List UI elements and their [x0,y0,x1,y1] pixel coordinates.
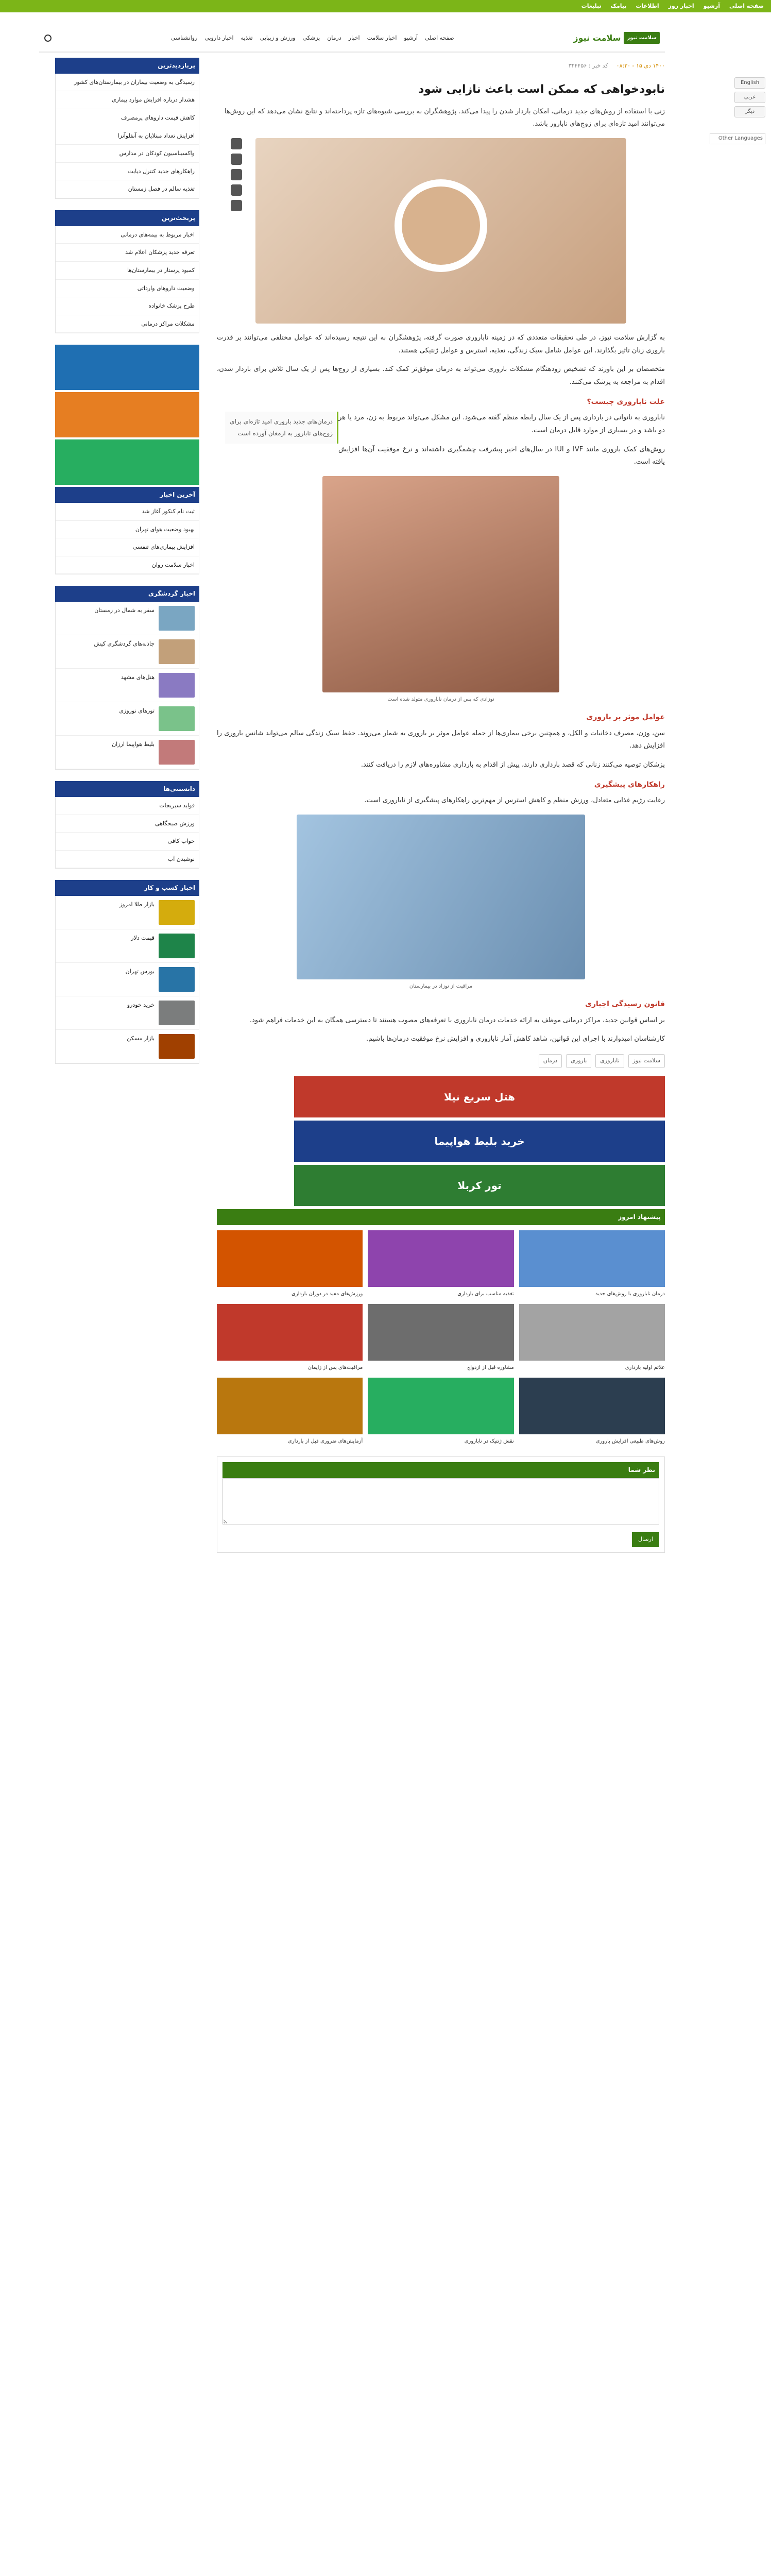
lang-button[interactable]: عربی [734,92,765,103]
list-item[interactable] [56,244,199,262]
subheading: قانون رسیدگی اجباری [585,1000,665,1009]
share-column [231,138,242,211]
hospital-image [297,815,585,979]
sidebar-title [55,586,199,602]
search-box[interactable] [44,35,52,42]
embryo-emblem [395,179,487,272]
list-item[interactable] [56,91,199,109]
baby-image [322,476,559,692]
print-icon[interactable] [231,200,242,211]
thumb-image [159,900,195,925]
sidebar-title [55,880,199,896]
sidebar-ad[interactable] [55,392,199,437]
related-title-text: پیشنهاد امروز [618,1213,661,1221]
sidebar-ad[interactable] [55,345,199,390]
item-text: سفر به شمال در زمستان [94,607,155,614]
tag-list [217,1054,665,1068]
card-image [519,1230,665,1287]
item-text: طرح پزشک خانواده [148,302,195,310]
breadcrumb [217,58,665,75]
list-item[interactable] [56,127,199,145]
sidebar-block-knowledge [55,781,199,869]
related-card[interactable] [519,1304,665,1372]
card-image [217,1304,363,1361]
paragraph: به گزارش سلامت نیوز، در طی تحقیقات متعددی که در زمینه ناباروری صورت گرفته، پژوهشگران به این نتیجه رسیده‌اند که عوامل مختلفی می‌توانند بر قدرت باروری زنان تاثیر بگذارند. این عوامل شامل سبک زندگی، تغذیه، استرس و عوامل ژنتیکی هستند. [217,334,665,354]
search-icon[interactable] [44,35,52,42]
card-title: تغذیه مناسب برای بارداری [457,1291,514,1297]
list-item[interactable] [56,521,199,539]
paragraph: بر اساس قوانین جدید، مراکز درمانی موظف به ارائه خدمات درمان ناباروری با تعرفه‌های مصوب هستند تا دسترسی همگان به این خدمات فراهم شود. [249,1016,665,1024]
card-title: درمان ناباروری با روش‌های جدید [595,1291,665,1297]
item-text: کاهش قیمت داروهای پرمصرف [121,114,195,121]
paragraph: پزشکان توصیه می‌کنند زنانی که قصد بارداری دارند، پیش از اقدام به بارداری مشاوره‌های لازم را دریافت کنند. [361,761,665,769]
site-logo[interactable] [573,30,660,46]
logo-text: سلامت نیوز [573,32,621,43]
sidebar-list [55,74,199,199]
list-item[interactable] [56,669,199,702]
news-code: کد خبر : ۳۲۴۴۵۶ [568,62,608,69]
item-text: وضعیت داروهای وارداتی [137,284,195,292]
ad-banner[interactable]: تور کربلا [294,1165,665,1206]
item-text: بازار طلا امروز [119,901,155,908]
card-title: روش‌های طبیعی افزایش باروری [595,1438,665,1444]
nav-item[interactable]: صفحه اصلی [425,34,454,41]
topbar-link[interactable]: صفحه اصلی [729,2,764,9]
topbar-link[interactable]: اطلاعات [636,2,659,9]
sidebar-list [55,602,199,770]
paragraph: کارشناسان امیدوارند با اجرای این قوانین، شاهد کاهش آمار ناباروری و افزایش نرخ موفقیت درمان‌ها باشیم. [366,1035,665,1043]
subheading: راهکارهای پیشگیری [594,780,665,789]
item-text: نوشیدن آب [167,855,195,862]
list-item[interactable] [56,896,199,929]
article-lead: زنی با استفاده از روش‌های جدید درمانی، امکان باردار شدن را پیدا می‌کند. پژوهشگران به بررسی شیوه‌های تازه پرداخته‌اند و نتایج نشان می‌دهد که این روش‌ها می‌توانند امید تازه‌ای برای زوج‌های نابارور باشد. [224,107,665,128]
twitter-icon[interactable] [231,169,242,180]
paragraph: متخصصان بر این باورند که تشخیص زودهنگام مشکلات باروری می‌تواند به درمان موفق‌تر کمک کند. بسیاری از زوج‌ها پس از یک سال تلاش برای باردار شدن، اقدام به مراجعه به پزشک می‌کنند. [217,365,665,386]
list-item[interactable] [56,963,199,996]
sidebar-block-business [55,880,199,1064]
sidebar-title-text: اخبار کسب و کار [144,884,195,892]
sidebar-title-text: پربازدیدترین [158,62,195,69]
list-item[interactable] [56,815,199,833]
paragraph: ناباروری به ناتوانی در بارداری پس از یک سال رابطه منظم گفته می‌شود. این مشکل می‌تواند مربوط به زن، مرد یا هر دو باشد و در بسیاری از موارد قابل درمان است. [338,414,665,435]
sidebar [55,58,199,1553]
nav-item[interactable]: ورزش و زیبایی [260,34,296,41]
list-item[interactable] [56,736,199,769]
ad-banner[interactable]: خرید بلیط هواپیما [294,1121,665,1162]
item-text: راهکارهای جدید کنترل دیابت [128,167,195,175]
top-bar [0,0,771,12]
thumb-image [159,639,195,664]
item-text: فواید سبزیجات [159,802,195,809]
tag[interactable]: سلامت نیوز [628,1054,665,1068]
list-item[interactable] [56,833,199,851]
lang-button[interactable]: دیگر [734,106,765,117]
item-text: رسیدگی به وضعیت بیماران در بیمارستان‌های کشور [74,78,195,86]
image-caption: مراقبت از نوزاد در بیمارستان [409,984,473,990]
list-item[interactable] [56,929,199,963]
tag[interactable]: ناباروری [595,1054,624,1068]
card-image [217,1230,363,1287]
thumb-image [159,740,195,765]
item-text: ورزش صبحگاهی [155,820,195,827]
related-card[interactable] [368,1304,513,1372]
card-title: نقش ژنتیک در ناباروری [464,1438,514,1444]
sidebar-title [55,781,199,797]
article-title: نابودخواهی که ممکن است باعث نازایی شود [418,82,665,96]
sidebar-block-most-discussed [55,210,199,333]
nav-item[interactable]: تغذیه [241,34,253,41]
related-card[interactable] [519,1378,665,1446]
list-item[interactable] [56,797,199,815]
sidebar-title [55,487,199,503]
item-text: تغذیه سالم در فصل زمستان [128,185,195,193]
topbar-link[interactable]: تبلیغات [581,2,602,9]
nav-item[interactable]: پزشکی [302,34,320,41]
thumb-image [159,934,195,958]
related-card[interactable] [368,1378,513,1446]
site-header [39,25,665,53]
thumb-image [159,606,195,631]
nav-item[interactable]: اخبار [348,34,360,41]
list-item[interactable] [56,180,199,198]
related-card[interactable] [217,1304,363,1372]
list-item[interactable] [56,503,199,521]
logo-badge: سلامت نیوز [624,32,660,44]
nav-item[interactable]: اخبار سلامت [367,34,397,41]
item-text: تورهای نوروزی [119,707,155,715]
send-button[interactable]: ارسال [632,1532,659,1547]
thumb-image [159,1001,195,1025]
item-text: کمبود پرستار در بیمارستان‌ها [127,266,195,274]
pull-quote: درمان‌های جدید باروری امید تازه‌ای برای زوج‌های نابارور به ارمغان آورده است [225,412,338,444]
sidebar-list [55,797,199,869]
paragraph: سن، وزن، مصرف دخانیات و الکل، و همچنین برخی بیماری‌ها از جمله عوامل موثر بر باروری به شمار می‌روند. حفظ سبک زندگی سالم می‌تواند شانس باروری را افزایش دهد. [217,729,665,750]
facebook-icon[interactable] [231,184,242,196]
card-image [368,1230,513,1287]
nav-item[interactable]: آرشیو [404,34,418,41]
whatsapp-icon[interactable] [231,138,242,149]
comment-form [217,1456,665,1553]
item-text: بورس تهران [125,968,155,975]
tag[interactable]: باروری [566,1054,591,1068]
sidebar-ad[interactable] [55,439,199,485]
sidebar-list [55,226,199,334]
item-text: افزایش تعداد مبتلایان به آنفلوآنزا [117,132,195,139]
list-item[interactable] [56,996,199,1030]
card-image [217,1378,363,1434]
related-card[interactable] [217,1230,363,1299]
card-title: علائم اولیه بارداری [625,1364,665,1370]
ad-banner[interactable]: هتل سریع نیلا [294,1076,665,1117]
item-text: اخبار سلامت روان [151,561,195,568]
list-item[interactable] [56,280,199,298]
nav-item[interactable]: روانشناسی [170,34,198,41]
sidebar-title-text: دانستنی‌ها [163,785,195,793]
list-item[interactable] [56,635,199,669]
card-image [368,1378,513,1434]
item-text: بازار مسکن [127,1035,155,1042]
list-item[interactable] [56,145,199,163]
thumb-image [159,673,195,698]
item-text: قیمت دلار [131,935,155,942]
nav-item[interactable]: اخبار دارویی [204,34,234,41]
item-text: خواب کافی [167,838,195,845]
item-text: ثبت نام کنکور آغاز شد [142,508,195,515]
list-item[interactable] [56,109,199,127]
lang-button[interactable]: English [734,77,765,89]
sidebar-title-text: آخرین اخبار [160,491,195,499]
list-item[interactable] [56,1030,199,1063]
related-title [217,1209,665,1225]
list-item[interactable] [56,602,199,635]
sidebar-title [55,210,199,226]
main-nav [171,33,454,44]
tag[interactable]: درمان [539,1054,562,1068]
item-text: جاذبه‌های گردشگری کیش [94,640,155,648]
thumb-image [159,706,195,731]
thumb-image [159,1034,195,1059]
list-item[interactable] [56,538,199,556]
sidebar-block-tourism [55,586,199,770]
sidebar-title [55,58,199,74]
nav-item[interactable]: درمان [327,34,341,41]
topbar-link[interactable]: پیامک [610,2,627,9]
related-card[interactable] [519,1230,665,1299]
list-item[interactable] [56,702,199,736]
paragraph: رعایت رژیم غذایی متعادل، ورزش منظم و کاهش استرس از مهم‌ترین راهکارهای پیشگیری از ناباروری است. [364,796,665,805]
item-text: مشکلات مراکز درمانی [141,320,195,327]
telegram-icon[interactable] [231,154,242,165]
subheading: علت ناباروری چیست؟ [587,397,665,406]
card-image [368,1304,513,1361]
item-text: هشدار درباره افزایش موارد بیماری [112,96,195,104]
item-text: اخبار مربوط به بیمه‌های درمانی [121,231,195,238]
item-text: بهبود وضعیت هوای تهران [135,526,195,533]
list-item[interactable] [56,556,199,574]
hero-image [255,138,626,324]
topbar-link[interactable]: آرشیو [703,2,720,9]
item-text: بلیط هواپیما ارزان [112,741,155,748]
list-item[interactable] [56,163,199,181]
sidebar-list [55,503,199,574]
item-text: واکسیناسیون کودکان در مدارس [119,150,195,157]
sidebar-block-latest [55,487,199,574]
related-card[interactable] [217,1378,363,1446]
comment-title [222,1462,659,1478]
language-select[interactable]: Other Languages [710,133,765,144]
sidebar-block-most-visited [55,58,199,199]
list-item[interactable] [56,74,199,92]
related-card[interactable] [368,1230,513,1299]
article-main [212,58,665,1553]
item-text: تعرفه جدید پزشکان اعلام شد [125,249,195,256]
item-text: افزایش بیماری‌های تنفسی [132,544,195,551]
item-text: هتل‌های مشهد [121,674,155,681]
thumb-image [159,967,195,992]
card-image [519,1304,665,1361]
topbar-link[interactable]: اخبار روز [668,2,694,9]
subheading: عوامل موثر بر باروری [586,713,665,722]
card-title: ورزش‌های مفید در دوران بارداری [292,1291,363,1297]
card-title: مشاوره قبل از ازدواج [467,1364,514,1370]
card-title: مراقبت‌های پس از زایمان [307,1364,363,1370]
list-item[interactable] [56,262,199,280]
card-image [519,1378,665,1434]
sidebar-title-text: اخبار گردشگری [148,590,195,598]
list-item[interactable] [56,297,199,315]
sidebar-list [55,896,199,1064]
comment-title-text: نظر شما [628,1466,655,1473]
publish-date: ۱۴۰۰ دی ۱۵ - ۰۸:۳۰ [616,62,665,69]
comment-textarea[interactable] [222,1478,659,1524]
list-item[interactable] [56,851,199,869]
sidebar-title-text: پربحث‌ترین [161,214,195,222]
card-title: آزمایش‌های ضروری قبل از بارداری [287,1438,363,1444]
item-text: خرید خودرو [127,1002,155,1009]
language-rail [704,74,765,144]
paragraph: روش‌های کمک باروری مانند IVF و IUI در سال‌های اخیر پیشرفت چشمگیری داشته‌اند و نرخ موفقیت آن‌ها افزایش یافته است. [338,445,665,466]
related-grid [217,1230,665,1446]
list-item[interactable] [56,315,199,333]
image-caption: نوزادی که پس از درمان ناباروری متولد شده است [387,697,494,703]
list-item[interactable] [56,226,199,244]
